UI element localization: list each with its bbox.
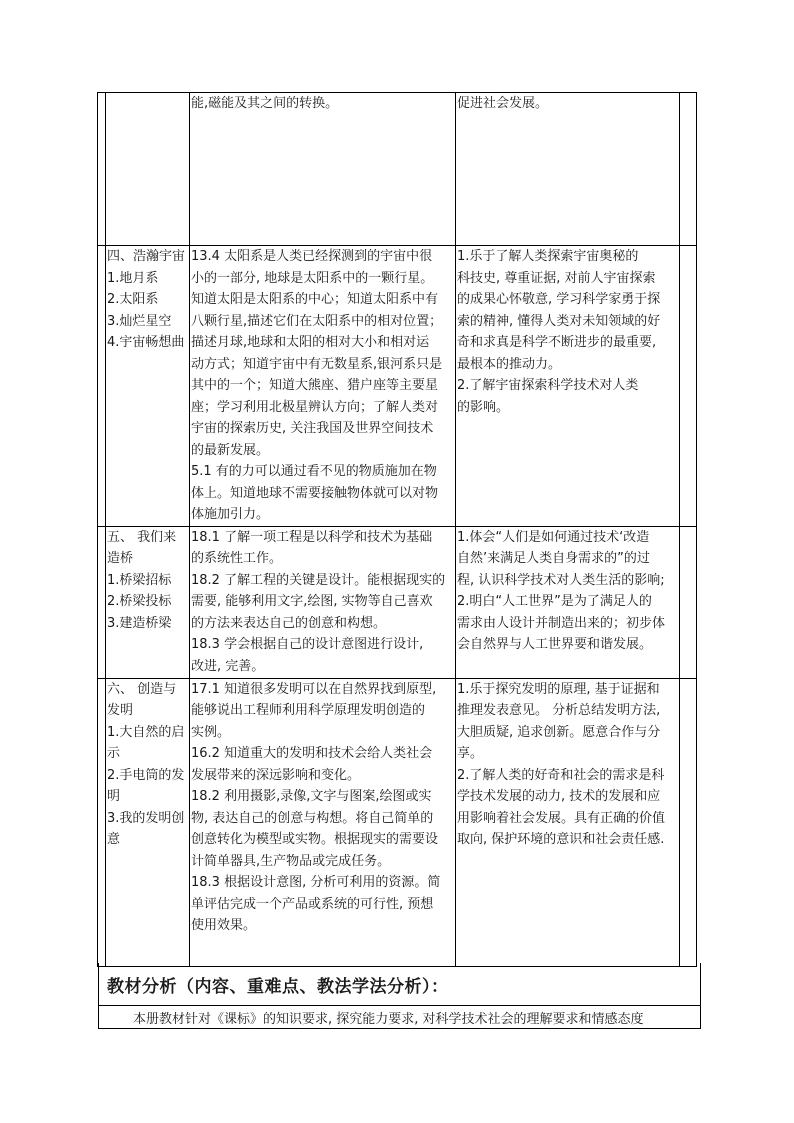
attitudes-line: 促进社会发展。	[457, 96, 549, 111]
margin-cell	[680, 678, 697, 966]
table-row	[98, 246, 697, 527]
standards-line: 18.3 学会根据自己的设计意图进行设计,	[191, 637, 424, 652]
attitudes-line: 奇和求真是科学不断进步的最重要,	[457, 335, 657, 350]
standards-cell	[190, 246, 456, 527]
unit-cell	[106, 678, 190, 966]
standards-line: 需要, 能够利用文字,绘图, 实物等自己喜欢	[191, 594, 433, 609]
unit-line: 2.太阳系	[107, 292, 159, 307]
attitudes-line: 大胆质疑, 追求创新。愿意合作与分	[457, 724, 661, 740]
unit-line: 1.地月系	[107, 270, 159, 286]
attitudes-line: 自然’来满足人类自身需求的”的过	[457, 551, 650, 566]
unit-line: 发明	[107, 703, 134, 718]
standards-line: 八颗行星,描述它们在太阳系中的相对位置；	[191, 313, 443, 329]
analysis-heading-row	[98, 963, 701, 1006]
unit-line: 意	[107, 832, 121, 847]
attitudes-line: 需求由人设计并制造出来的；初步体	[457, 615, 666, 631]
standards-line: 18.2 了解工程的关键是设计。能根据现实的	[191, 572, 446, 588]
analysis-heading: 教材分析（内容、重难点、教法学法分析）：	[107, 977, 449, 997]
unit-line: 2.手电筒的发	[107, 767, 185, 783]
standards-line: 宇宙的探索历史, 关注我国及世界空间技术	[191, 421, 434, 436]
unit-text	[106, 246, 189, 354]
attitudes-cell	[456, 526, 680, 678]
unit-line: 示	[107, 746, 121, 761]
unit-line: 1.桥梁招标	[107, 572, 172, 588]
table-row	[98, 526, 697, 678]
standards-text	[190, 527, 455, 678]
attitudes-line: 的影响。	[457, 399, 510, 415]
standards-line: 13.4 太阳系是人类已经探测到的宇宙中很	[191, 249, 433, 264]
attitudes-line: 2.了解人类的好奇和社会的需求是科	[457, 767, 665, 783]
standards-line: 体上。知道地球不需要接触物体就可以对物	[191, 485, 439, 501]
standards-cell	[190, 526, 456, 678]
standards-line: 的最新发展。	[191, 442, 270, 458]
standards-line: 物, 表达自己的创意与构想。将自己简单的	[191, 810, 434, 826]
attitudes-line: 享。	[457, 746, 484, 761]
standards-line: 小的一部分, 地球是太阳系中的一颗行星。	[191, 270, 434, 286]
standards-line: 其中的一个；知道大熊座、猎户座等主要星	[191, 378, 439, 393]
standards-cell	[190, 93, 456, 246]
unit-line: 造桥	[107, 551, 134, 566]
standards-text	[190, 93, 455, 115]
attitudes-line: 1.体会“人们是如何通过技术‘改造	[457, 529, 650, 545]
standards-line: 体施加引力。	[191, 507, 270, 522]
standards-line: 能,磁能及其之间的转换。	[191, 96, 339, 111]
standards-line: 16.2 知道重大的发明和技术会给人类社会	[191, 746, 433, 761]
standards-line: 座；学习利用北极星辨认方向；了解人类对	[191, 399, 439, 415]
analysis-body-text: 本册教材针对《课标》的知识要求, 探究能力要求, 对科学技术社会的理解要求和情感态度	[133, 1012, 644, 1027]
standards-line: 使用效果。	[191, 918, 257, 933]
unit-text	[106, 527, 189, 635]
attitudes-line: 推理发表意见。 分析总结发明方法,	[457, 703, 661, 718]
unit-line: 四、浩瀚宇宙	[107, 249, 186, 264]
unit-line: 4.宇宙畅想曲	[107, 335, 185, 350]
standards-line: 18.2 利用摄影,录像,文字与图案,绘图或实	[191, 789, 432, 804]
attitudes-cell	[456, 93, 680, 246]
unit-line: 2.桥梁投标	[107, 594, 172, 609]
standards-line: 18.3 根据设计意图, 分析可利用的资源。简	[191, 875, 441, 890]
attitudes-line: 用影响着社会发展。具有正确的价值	[457, 810, 666, 826]
standards-line: 单评估完成一个产品或系统的可行性, 预想	[191, 896, 434, 912]
margin-cell	[680, 93, 697, 246]
unit-line: 1.大自然的启	[107, 724, 185, 740]
standards-line: 18.1 了解一项工程是以科学和技术为基础	[191, 529, 433, 545]
unit-line: 3.灿烂星空	[107, 313, 172, 329]
attitudes-text	[456, 527, 679, 656]
margin-cell	[98, 526, 106, 678]
standards-text	[190, 246, 455, 526]
unit-line: 五、 我们来	[107, 529, 177, 545]
margin-cell	[98, 93, 106, 246]
standards-line: 的方法来表达自己的创意和构想。	[191, 615, 387, 631]
attitudes-cell	[456, 678, 680, 966]
attitudes-line: 会自然界与人工世界要和谐发展。	[457, 637, 653, 652]
unit-cell	[106, 526, 190, 678]
standards-line: 计简单器具,生产物品或完成任务。	[191, 853, 391, 869]
unit-line: 六、 创造与	[107, 681, 177, 697]
standards-line: 改进, 完善。	[191, 658, 265, 674]
standards-line: 17.1 知道很多发明可以在自然界找到原型,	[191, 681, 437, 697]
standards-line: 能够说出工程师利用科学原理发明创造的	[191, 703, 426, 718]
unit-text	[106, 679, 189, 851]
attitudes-line: 取向, 保护环境的意识和社会责任感.	[457, 832, 665, 847]
standards-line: 动方式；知道宇宙中有无数星系,银河系只是	[191, 356, 443, 372]
margin-cell	[98, 246, 106, 527]
curriculum-table	[97, 92, 697, 967]
unit-cell	[106, 246, 190, 527]
standards-line: 知道太阳是太阳系的中心；知道太阳系中有	[191, 292, 439, 307]
attitudes-line: 的成果心怀敬意, 学习科学家勇于探	[457, 292, 661, 307]
attitudes-line: 2.明白“人工世界”是为了满足人的	[457, 594, 652, 609]
margin-cell	[680, 246, 697, 527]
table-row	[98, 678, 697, 966]
attitudes-line: 科技史, 尊重证据, 对前人宇宙探索	[457, 270, 656, 286]
attitudes-line: 程, 认识科学技术对人类生活的影响;	[457, 572, 665, 588]
standards-text	[190, 679, 455, 937]
attitudes-line: 学技术发展的动力, 技术的发展和应	[457, 789, 661, 804]
attitudes-text	[456, 246, 679, 418]
unit-cell	[106, 93, 190, 246]
standards-line: 发展带来的深远影响和变化。	[191, 767, 361, 783]
unit-line: 3.我的发明创	[107, 810, 185, 826]
attitudes-line: 1.乐于了解人类探索宇宙奥秘的	[457, 249, 639, 264]
standards-line: 创意转化为模型或实物。根据现实的需要设	[191, 832, 439, 847]
standards-cell	[190, 678, 456, 966]
standards-line: 实例。	[191, 724, 231, 740]
unit-line: 明	[107, 789, 121, 804]
standards-line: 的系统性工作。	[191, 551, 283, 566]
margin-cell	[98, 678, 106, 966]
attitudes-text	[456, 93, 679, 115]
attitudes-line: 最根本的推动力。	[457, 356, 562, 372]
attitudes-line: 1.乐于探究发明的原理, 基于证据和	[457, 681, 660, 697]
attitudes-line: 2.了解宇宙探索科学技术对人类	[457, 378, 639, 393]
margin-cell	[680, 526, 697, 678]
analysis-body-row	[98, 1006, 701, 1029]
standards-line: 5.1 有的力可以通过看不见的物质施加在物	[191, 464, 437, 479]
attitudes-cell	[456, 246, 680, 527]
unit-line: 3.建造桥梁	[107, 615, 172, 631]
attitudes-line: 索的精神, 懂得人类对未知领域的好	[457, 313, 661, 329]
standards-line: 描述月球,地球和太阳的相对大小和相对运	[191, 335, 430, 350]
attitudes-text	[456, 679, 679, 851]
table-row	[98, 93, 697, 246]
